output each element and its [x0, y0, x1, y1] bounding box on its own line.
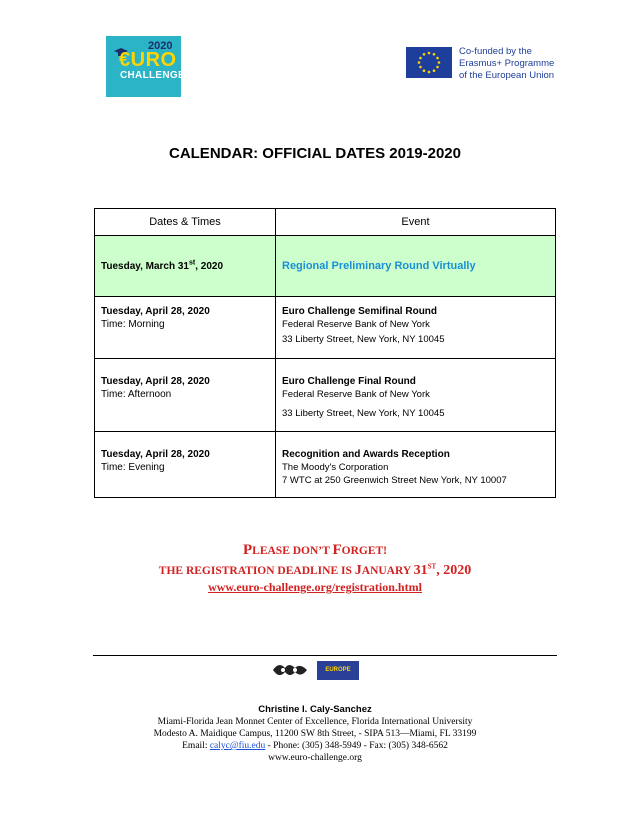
calendar-table	[94, 208, 556, 498]
event-address: 7 WTC at 250 Greenwich Street New York, NY 10007	[282, 475, 507, 486]
table-row	[95, 359, 556, 432]
erasmus-line-1: Co-funded by the	[459, 46, 532, 57]
event-title: Euro Challenge Semifinal Round	[282, 306, 438, 317]
page-title: CALENDAR: OFFICIAL DATES 2019-2020	[168, 145, 461, 162]
contact-line-3: Email: calyc@fiu.edu - Phone: (305) 348-5949 - Fax: (305) 348-6562	[182, 741, 448, 751]
event-cell	[276, 359, 556, 432]
time-text: Time: Afternoon	[101, 389, 172, 400]
table-row	[95, 297, 556, 359]
logo-year: 2020	[148, 40, 173, 52]
europe-logo: EUROPE	[317, 661, 359, 680]
date-text: Tuesday, April 28, 2020	[101, 306, 210, 317]
date-cell	[95, 236, 276, 297]
registration-link[interactable]: www.euro-challenge.org/registration.html	[208, 580, 422, 594]
event-title: Euro Challenge Final Round	[282, 376, 416, 387]
date-text: Tuesday, March 31st, 2020	[101, 259, 224, 272]
column-header-event: Event	[276, 209, 556, 236]
euro-challenge-logo	[106, 36, 185, 97]
erasmus-funding-text	[459, 46, 554, 82]
time-text: Time: Evening	[101, 462, 165, 473]
logo-euro: €URO	[119, 49, 177, 71]
table-header-row	[95, 209, 556, 236]
reminder-line-2: THE REGISTRATION DEADLINE IS JANUARY 31ST, 2020	[158, 562, 472, 578]
event-address: 33 Liberty Street, New York, NY 10045	[282, 408, 445, 419]
column-header-dates: Dates & Times	[95, 209, 276, 236]
contact-line-1: Miami-Florida Jean Monnet Center of Excellence, Florida International University	[157, 717, 473, 727]
event-venue: Federal Reserve Bank of New York	[282, 319, 430, 330]
contact-line-2: Modesto A. Maidique Campus, 11200 SW 8th Street, - SIPA 513—Miami, FL 33199	[153, 729, 477, 739]
date-cell	[95, 359, 276, 432]
eu-flag-icon	[406, 47, 452, 78]
erasmus-line-3: of the European Union	[459, 70, 555, 81]
email-link[interactable]: calyc@fiu.edu	[209, 741, 266, 751]
event-title: Recognition and Awards Reception	[282, 449, 450, 460]
footer-divider	[93, 655, 557, 656]
footer-contact	[0, 704, 630, 764]
date-text: Tuesday, April 28, 2020	[101, 376, 210, 387]
time-text: Time: Morning	[101, 319, 165, 330]
event-venue: The Moody's Corporation	[282, 462, 389, 473]
date-text: Tuesday, April 28, 2020	[101, 449, 210, 460]
registration-reminder	[0, 540, 630, 581]
reminder-line-1: PLEASE DON’T FORGET!	[242, 542, 388, 558]
event-cell	[276, 432, 556, 498]
logo-challenge: CHALLENGE	[120, 70, 185, 81]
table-row	[95, 236, 556, 297]
date-cell	[95, 432, 276, 498]
date-cell	[95, 297, 276, 359]
event-address: 33 Liberty Street, New York, NY 10045	[282, 334, 445, 345]
event-venue: Federal Reserve Bank of New York	[282, 389, 430, 400]
event-cell	[276, 297, 556, 359]
jean-monnet-logo-icon	[271, 660, 311, 680]
website-text[interactable]: www.euro-challenge.org	[268, 753, 362, 763]
event-title: Regional Preliminary Round Virtually	[282, 259, 476, 272]
event-cell	[276, 236, 556, 297]
table-row	[95, 432, 556, 498]
contact-name: Christine I. Caly-Sanchez	[258, 704, 372, 715]
erasmus-line-2: Erasmus+ Programme	[459, 58, 555, 69]
